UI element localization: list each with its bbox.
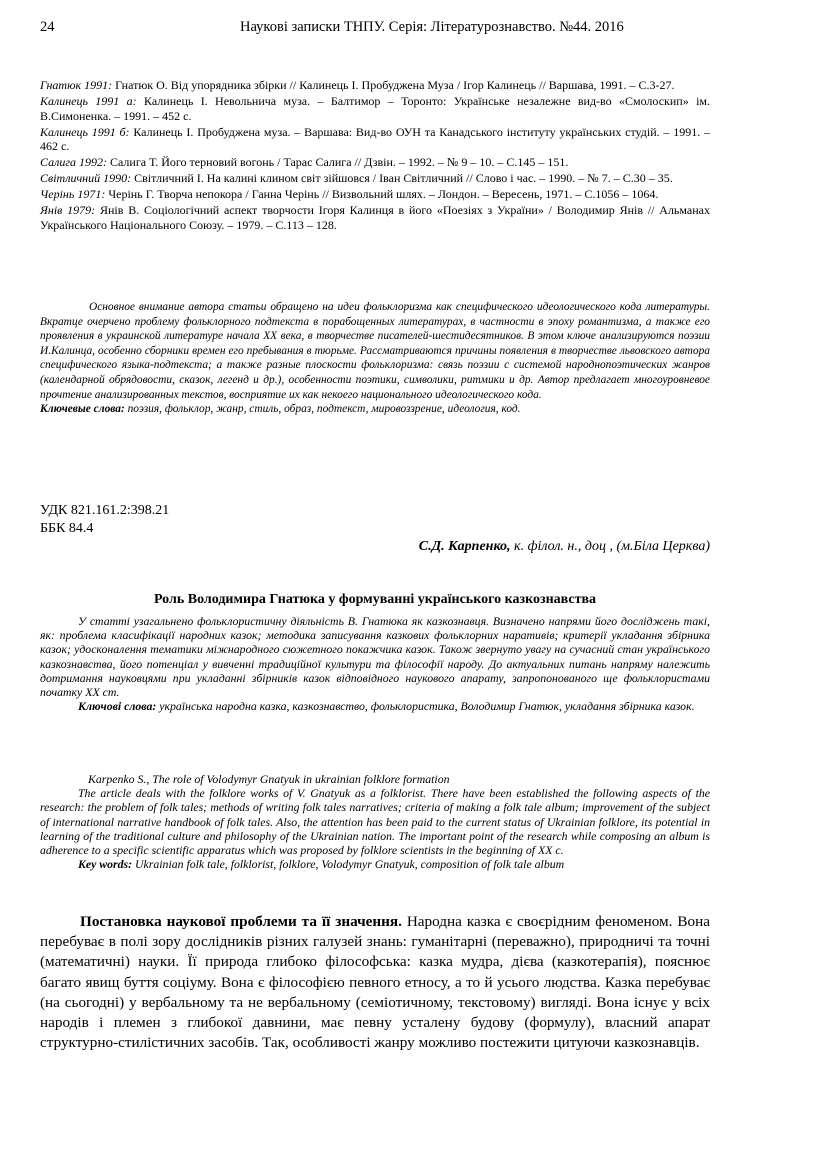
paragraph-text: Народна казка є своєрідним феноменом. Вона перебуває в полі зору дослідників різних галузей знань: гуманітарні (переважно), природничі та точні (математичні) науки. Її природа глибоко філософська: казка мудра, дієва (казкотерапія), пояснює багато явищ буття соціуму. Вона є філософією певного етносу, а то й усього людства. Казка перебуває (на сьогодні) у вербальному та не вербальному (семіотичному, текстовому) вигляді. Вона існує у всіх народів і племен з глибокої давнини, має певну усталену будову (формулу), власний апарат структурно-стилістичних засобів. Так, особливості жанру можливо постежити цитуючи казкознавців. <box>40 913 710 1052</box>
reference-key: Калинець 1991 б: <box>40 124 130 139</box>
keywords-label: Ключові слова: <box>78 699 157 714</box>
abstract-english <box>40 772 710 871</box>
reference-key: Салига 1992: <box>40 155 107 169</box>
reference-item <box>40 203 710 232</box>
body-text <box>40 912 710 1053</box>
article-title: Роль Володимира Гнатюка у формуванні українського казкознавства <box>153 592 597 607</box>
reference-item <box>40 155 710 170</box>
abstract-ua-keywords <box>40 699 710 713</box>
page-number: 24 <box>40 19 55 35</box>
section-lead: Постановка наукової проблеми та її значення. <box>80 913 402 930</box>
reference-key: Черінь 1971: <box>40 187 106 201</box>
author-affiliation: к. філол. н., доц , (м.Біла Церква) <box>510 539 710 554</box>
references-list <box>40 78 710 234</box>
keywords-text: поэзия, фольклор, жанр, стиль, образ, подтекст, мировоззрение, идеология, код. <box>124 403 521 416</box>
reference-key: Калинець 1991 а: <box>40 94 137 108</box>
body-paragraph <box>40 912 710 1053</box>
author-name: С.Д. Карпенко, <box>418 539 511 554</box>
reference-text: Черінь Г. Творча непокора / Ганна Черінь // Визвольний шлях. – Лондон. – Вересень, 1971. – С.1056 – 1064. <box>105 187 659 201</box>
abstract-ua-text: У статті узагальнено фольклористичну діяльність В. Гнатюка як казкознавця. Визначено напрями його досліджень такі, як: проблема класифікації народних казок; методика записування казкових фольклорних наративів; критерії укладання збірника казок; удосконалення тематики міжнародного сюжетного покажчика казок. Також звернуто увагу на сучасний стан українського казкознавства, його потенціал у вивченні традиційної культури та філософії народу. До актуальних питань напряму належить дотримання науковцями при укладанні збірників казок відповідного наукового апарату, запропонованого ще фольклористами початку ХХ ст. <box>40 614 710 700</box>
reference-item <box>40 78 710 93</box>
reference-text: Калинець І. Невольнича муза. – Балтимор – Торонто: Українське незалежне вид-во «Смолоскип» ім. В.Симоненка. – 1991. – 452 с. <box>40 94 711 123</box>
reference-text: Світличний І. На калині клином світ зійшовся / Іван Світличний // Слово і час. – 1990. – № 7. – С.30 – 35. <box>131 171 673 185</box>
abstract-en-text: The article deals with the folklore works of V. Gnatyuk as a folklorist. There have been established the following aspects of the research: the problem of folk tales; methods of writing folk tales narratives; criteria of making a folk tale album; improvement of the subject of international narrative handbook of folk tales. Also, the attention has been paid to the current status of Ukrainian folklore, its potential in learning of the traditional culture and philosophy of the Ukrainian nation. The important point of the research while composing an album is adherence to a specific scientific apparatus which was proposed by folklore scientists in the beginning of XX c. <box>40 786 710 858</box>
keywords-label: Ключевые слова: <box>40 403 125 416</box>
author-line <box>419 539 710 555</box>
keywords-text: українська народна казка, казкознавство, фольклористика, Володимир Гнатюк, укладання збірника казок. <box>156 699 695 714</box>
udk-code: УДК 821.161.2:398.21 <box>40 503 170 518</box>
reference-key: Світличний 1990: <box>40 171 132 185</box>
abstract-en-keywords <box>40 857 710 871</box>
abstract-russian <box>40 300 710 417</box>
reference-text: Гнатюк О. Від упорядника збірки // Калинець І. Пробуджена Муза / Ігор Калинець // Варшава, 1991. – С.3-27. <box>112 78 675 92</box>
reference-item <box>40 171 710 186</box>
reference-text: Калинець І. Пробуджена муза. – Варшава: Вид-во ОУН та Канадського інституту українських студій. – 1991. – 462 с. <box>40 124 710 153</box>
reference-text: Янів В. Соціологічний аспект творчости Ігоря Калинця в його «Поезіях з України» / Володимир Янів // Альманах Українського Національного Союзу. – 1979. – С.113 – 128. <box>40 203 710 232</box>
reference-item <box>40 125 710 154</box>
running-header <box>40 19 710 41</box>
abstract-ru-text: Основное внимание автора статьи обращено на идеи фольклоризма как специфического идеологического кода литературы. Вкратце очерчено проблему фольклорного подтекста в порабощенных литературах, в частности в эпоху романтизма, а также его проявления в украинской литературе начала ХХ века, в творчестве писателей-шестидесятников. В этом ключе анализируются поэзии И.Калинца, особенно сборники времен его пребывания в тюрьме. Рассматриваются причины появления в творчестве львовского автора специфического языка-подтекста; а также разные плоскости фольклоризма: связь поэзии с системой народнопоэтических жанров (календарной обрядовости, сказок, легенд и др.), особенности поэтики, символики, ритмики и др. Автор предлагает многоуровневое прочтение анализированных текстов, восприятие их как некоего национального идеологического кода. <box>40 301 710 401</box>
abstract-ukrainian <box>40 614 710 713</box>
keywords-label: Key words: <box>78 857 133 872</box>
bbk-code: ББК 84.4 <box>40 521 94 536</box>
reference-item <box>40 187 710 202</box>
abstract-ru-keywords <box>40 402 710 417</box>
classification-codes <box>40 502 169 538</box>
journal-title: Наукові записки ТНПУ. Серія: Літературознавство. №44. 2016 <box>240 19 624 35</box>
reference-text: Салига Т. Його терновий вогонь / Тарас Салига // Дзвін. – 1992. – № 9 – 10. – С.145 – 151. <box>107 155 569 169</box>
abstract-en-heading: Karpenko S., The role of Volodymyr Gnatyuk in ukrainian folklore formation <box>88 772 450 786</box>
keywords-text: Ukrainian folk tale, folklorist, folklore, Volodymyr Gnatyuk, composition of folk tale album <box>132 857 565 872</box>
reference-key: Гнатюк 1991: <box>40 78 113 92</box>
reference-item <box>40 94 710 123</box>
reference-key: Янів 1979: <box>40 203 96 217</box>
